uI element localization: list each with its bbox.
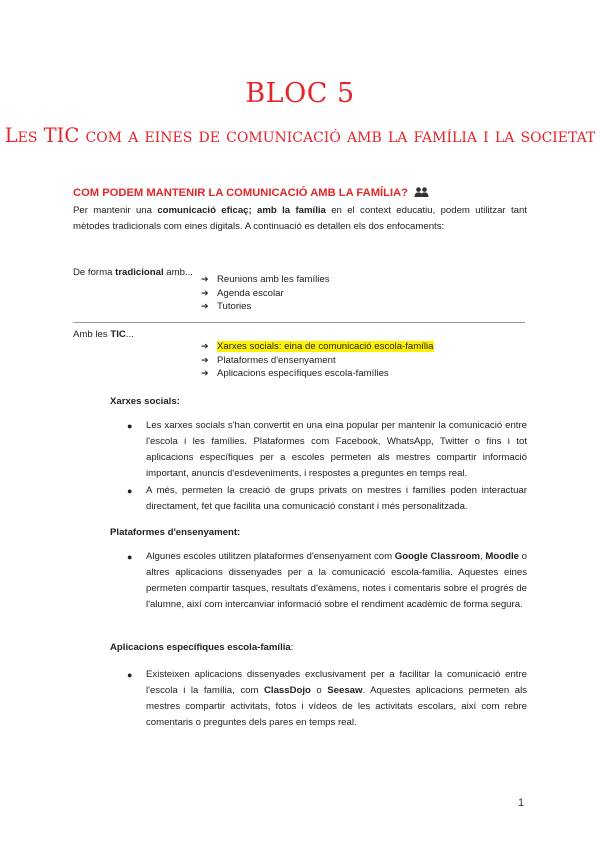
tic-list bbox=[201, 340, 434, 381]
list-item: ➔ Agenda escolar bbox=[201, 287, 330, 301]
bullet-item: ● Existeixen aplicacions dissenyades exclusivament per a facilitar la comunicació entre l'escola i la família, com ClassDojo o Seesaw. Aquestes aplicacions permeten als mestres compartir activitats, fotos i vídeos de les activitats escolars, així com rebre comentaris o preguntes dels pares en temps real. bbox=[127, 669, 527, 728]
bullet-icon: ● bbox=[127, 421, 133, 431]
xarxes-bullets bbox=[125, 418, 527, 516]
traditional-label: De forma tradicional amb... bbox=[73, 267, 193, 278]
list-item: ➔ Plataformes d'ensenyament bbox=[201, 354, 434, 368]
bullet-item: ● Les xarxes socials s'han convertit en una eina popular per mantenir la comunicació entre l'escola i les famílies. Plataformes com Facebook, WhatsApp, Twitter o fins i tot aplicacions específiques per a escoles permeten als mestres compartir informació important, anuncis d'esdeveniments, i respostes a preguntes en temps real. bbox=[127, 420, 527, 479]
arrow-icon: ➔ bbox=[201, 369, 209, 379]
page-subtitle: Les TIC com a eines de comunicació amb la família i la societat bbox=[4, 124, 596, 147]
arrow-icon: ➔ bbox=[201, 288, 209, 299]
highlighted-text: Xarxes socials: eina de comunicació escola-família bbox=[217, 341, 434, 352]
bullet-item: ● A més, permeten la creació de grups privats on mestres i famílies poden interactuar directament, fet que facilita una comunicació constant i més personalitzada. bbox=[127, 485, 527, 512]
list-item: ➔ Tutories bbox=[201, 300, 330, 314]
plataformes-heading: Plataformes d'ensenyament: bbox=[110, 527, 241, 538]
page-number: 1 bbox=[518, 797, 525, 809]
section-heading bbox=[73, 187, 429, 200]
arrow-icon: ➔ bbox=[201, 275, 209, 285]
section-heading-text: COM PODEM MANTENIR LA COMUNICACIÓ AMB LA FAMÍLIA? bbox=[73, 187, 408, 199]
aplicacions-bullets bbox=[125, 667, 527, 732]
intro-paragraph: Per mantenir una comunicació eficaç; amb la família en el context educatiu, podem utilitzar tant mètodes tradicionals com eines digitals. A continuació es detallen els dos enfocaments: bbox=[73, 205, 528, 232]
arrow-icon: ➔ bbox=[201, 342, 209, 352]
family-icon bbox=[414, 187, 429, 200]
bullet-icon: ● bbox=[127, 552, 133, 562]
plataformes-bullets bbox=[125, 549, 527, 614]
list-item: ➔ Aplicacions específiques escola-famílies bbox=[201, 367, 434, 381]
bloc-title: BLOC 5 bbox=[245, 78, 355, 109]
list-item bbox=[201, 340, 434, 354]
divider bbox=[73, 322, 525, 323]
bullet-icon: ● bbox=[127, 486, 133, 496]
xarxes-heading: Xarxes socials: bbox=[110, 396, 180, 407]
arrow-icon: ➔ bbox=[201, 302, 209, 312]
bullet-icon: ● bbox=[127, 670, 133, 680]
aplicacions-heading: Aplicacions específiques escola-família: bbox=[110, 642, 294, 653]
traditional-list bbox=[201, 273, 330, 314]
arrow-icon: ➔ bbox=[201, 355, 209, 366]
bullet-item: ● Algunes escoles utilitzen plataformes d'ensenyament com Google Classroom, Moodle o altres aplicacions dissenyades per a la comunicació escola-família. Aquestes eines permeten compartir tasques, resultats d'exàmens, notes i comentaris sobre el progrés de l'alumne, així com intercanviar informació sobre el rendiment acadèmic de forma segura. bbox=[127, 551, 527, 610]
list-item: ➔ Reunions amb les famílies bbox=[201, 273, 330, 287]
tic-label: Amb les TIC... bbox=[73, 329, 134, 340]
